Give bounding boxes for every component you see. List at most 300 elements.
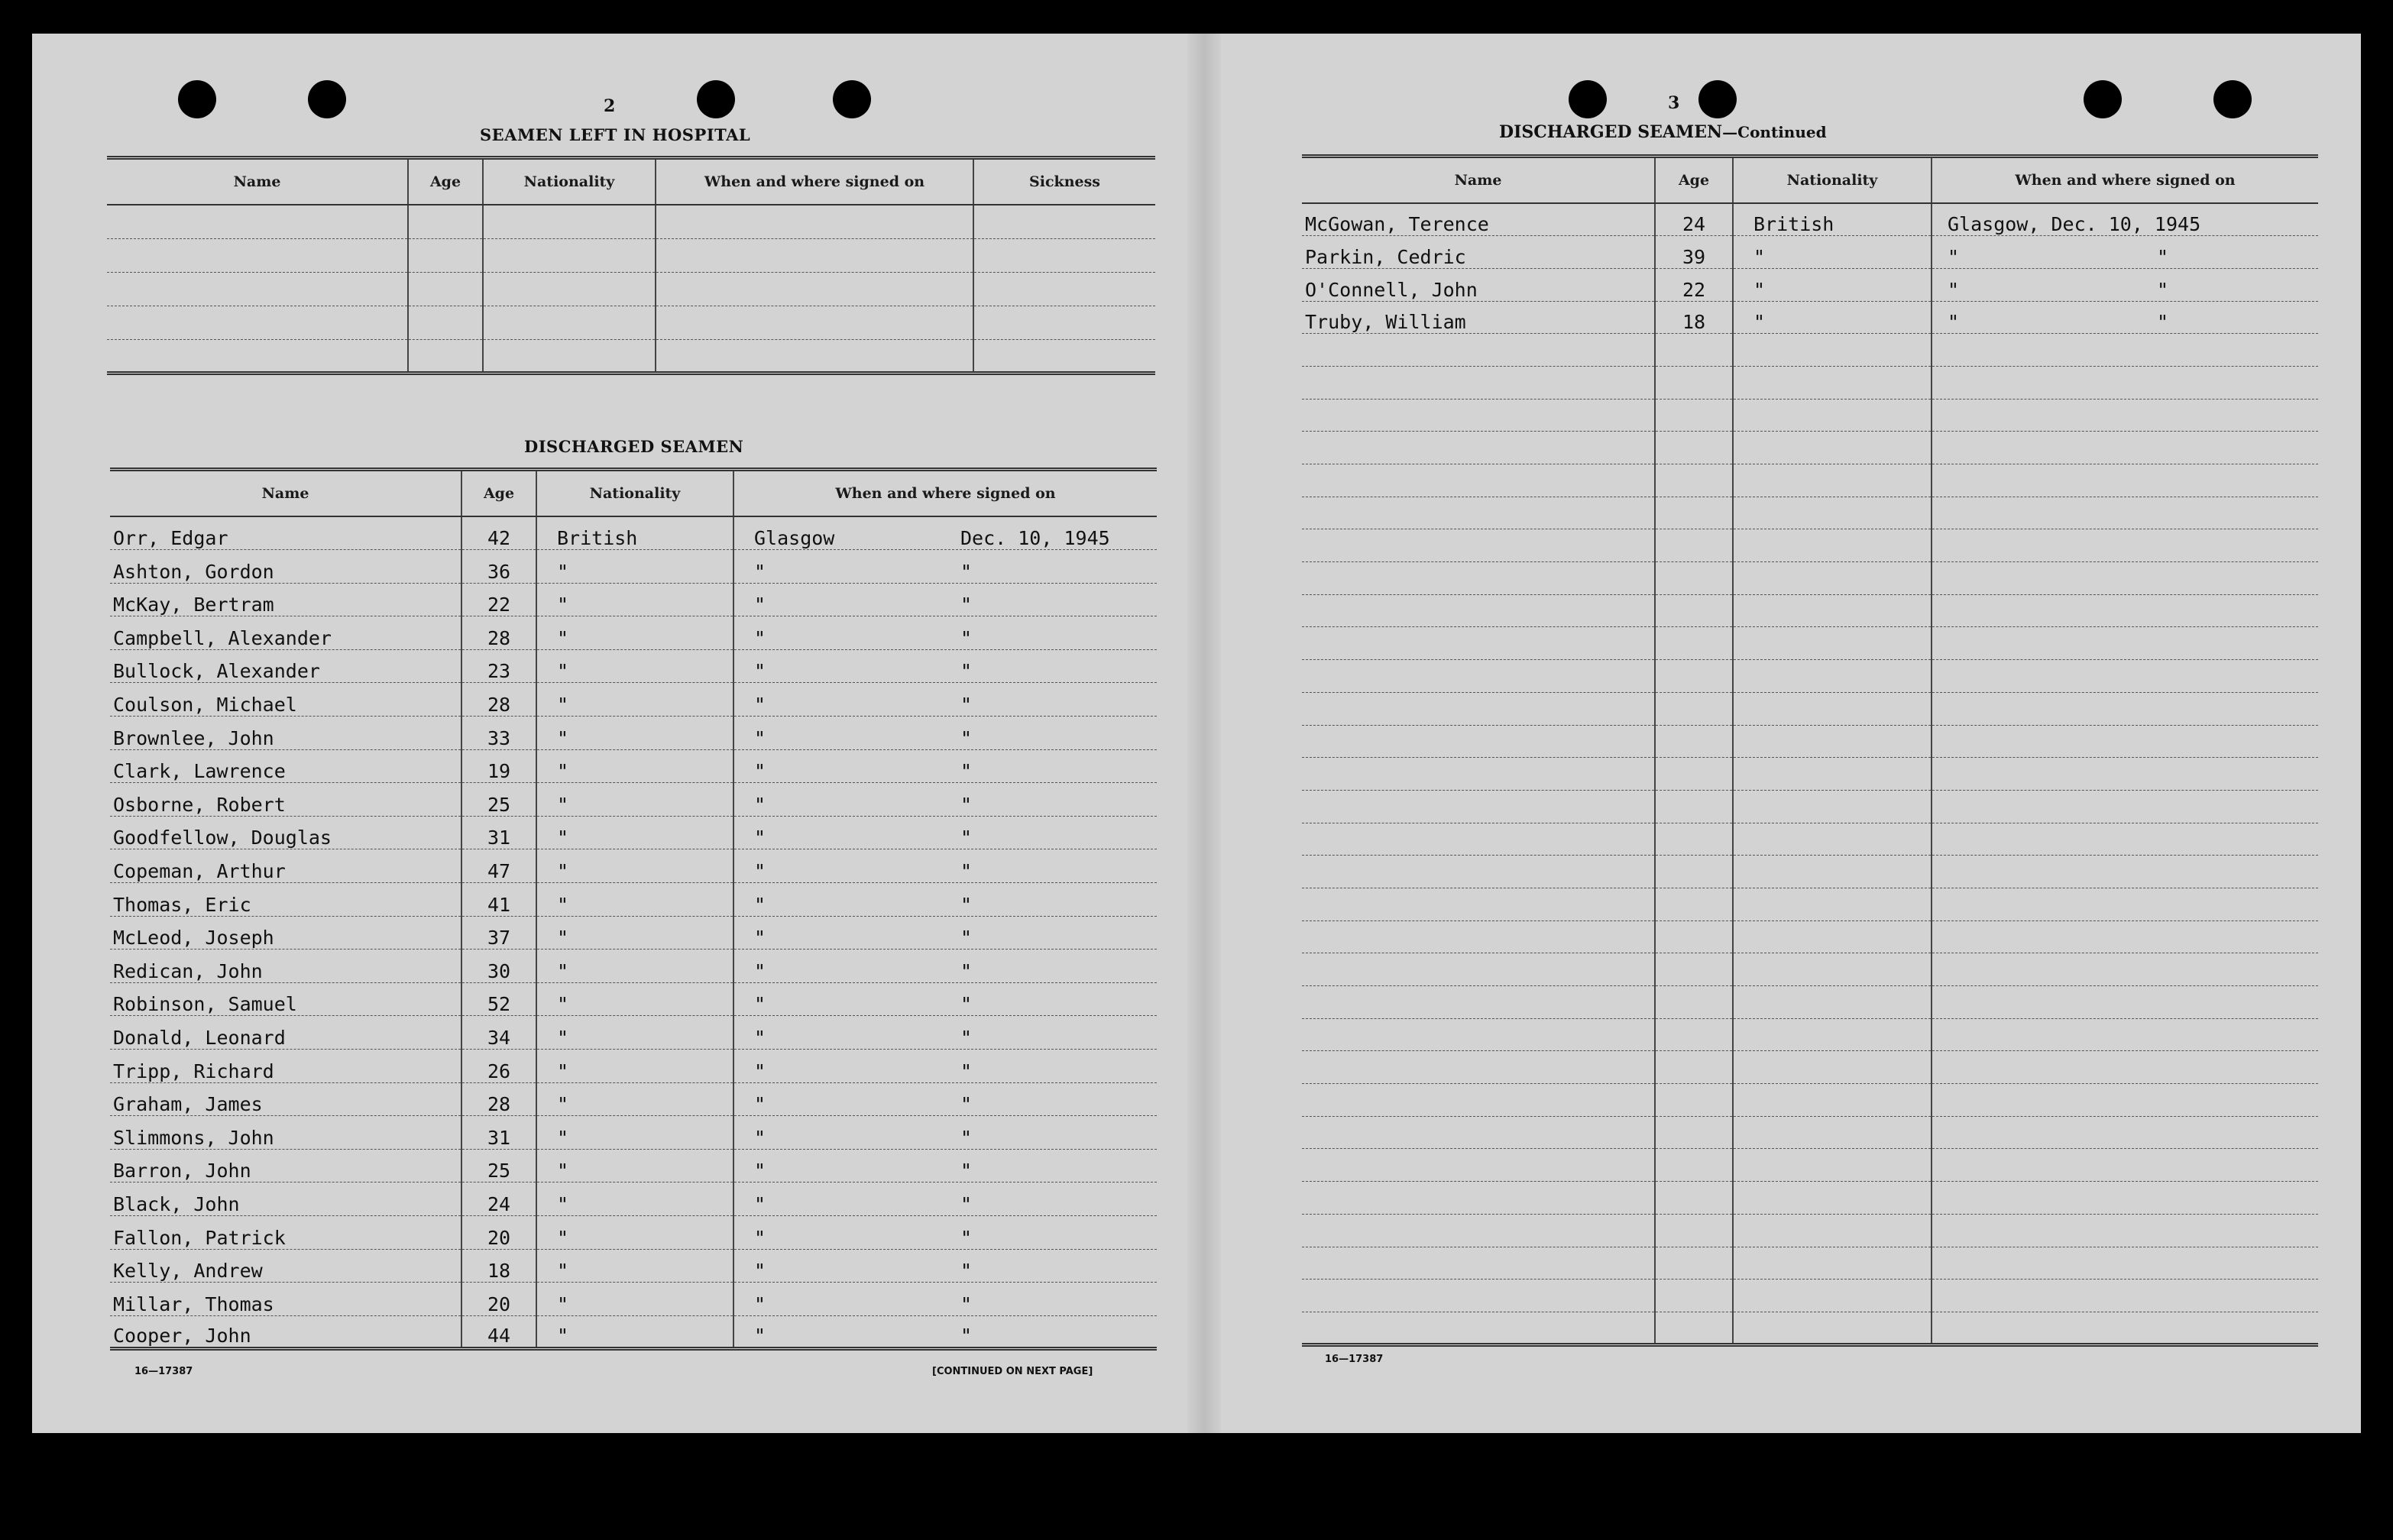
seaman-nationality: " xyxy=(536,1149,733,1182)
empty-cell xyxy=(1733,856,1932,888)
seaman-age: 41 xyxy=(461,883,536,917)
empty-cell xyxy=(1733,692,1932,725)
empty-cell xyxy=(1733,529,1932,562)
signed-on-date: " xyxy=(960,1260,973,1283)
empty-cell xyxy=(1733,1051,1932,1084)
empty-cell xyxy=(1302,1149,1655,1182)
signed-on-place: " xyxy=(754,694,766,717)
table-row xyxy=(1302,399,2318,432)
empty-cell xyxy=(1932,953,2318,986)
empty-cell xyxy=(1302,1247,1655,1280)
signed-on-cell xyxy=(733,649,1157,683)
seaman-age: 31 xyxy=(461,1116,536,1150)
table-row xyxy=(1302,725,2318,758)
empty-cell xyxy=(1733,1018,1932,1051)
empty-cell xyxy=(1302,1084,1655,1117)
empty-cell xyxy=(1932,1247,2318,1280)
seaman-nationality: " xyxy=(536,849,733,883)
seaman-name: Fallon, Patrick xyxy=(110,1215,461,1249)
empty-cell xyxy=(1302,399,1655,432)
signed-on-place: " xyxy=(754,993,766,1016)
empty-cell xyxy=(1733,1149,1932,1182)
seaman-age: 39 xyxy=(1655,236,1733,269)
empty-cell xyxy=(1655,660,1733,693)
seaman-age: 44 xyxy=(461,1315,536,1349)
seaman-age: 37 xyxy=(461,916,536,950)
signed-on-date: " xyxy=(960,893,973,916)
empty-cell xyxy=(1733,1280,1932,1312)
signed-on-cell xyxy=(733,916,1157,950)
seaman-age: 28 xyxy=(461,616,536,650)
seaman-nationality: " xyxy=(536,883,733,917)
seaman-nationality: " xyxy=(536,550,733,584)
signed-on-cell xyxy=(1932,301,2318,334)
hospital-table xyxy=(107,156,1155,375)
table-row xyxy=(107,339,1155,373)
signed-on-cell xyxy=(733,717,1157,750)
column-header-nationality: Nationality xyxy=(1733,157,1932,204)
table-row xyxy=(1302,203,2318,236)
empty-cell xyxy=(1932,594,2318,627)
empty-cell xyxy=(1655,986,1733,1019)
signed-on-cell xyxy=(733,1315,1157,1349)
signed-on-cell xyxy=(733,616,1157,650)
empty-cell xyxy=(1932,920,2318,953)
table-row xyxy=(110,1182,1157,1216)
seaman-nationality: " xyxy=(536,717,733,750)
signed-on-date: " xyxy=(960,1192,973,1215)
hospital-section-title: SEAMEN LEFT IN HOSPITAL xyxy=(480,125,751,144)
page-number: 2 xyxy=(604,96,616,116)
table-row xyxy=(110,749,1157,783)
signed-on-date: " xyxy=(960,1160,973,1182)
empty-cell xyxy=(1932,1312,2318,1344)
empty-cell xyxy=(1655,562,1733,595)
empty-cell xyxy=(1932,464,2318,497)
empty-cell xyxy=(1932,692,2318,725)
signed-on-place: " xyxy=(754,560,766,583)
table-row xyxy=(110,1215,1157,1249)
table-row xyxy=(1302,1247,2318,1280)
signed-on-date: " xyxy=(960,694,973,717)
page-number: 3 xyxy=(1668,93,1680,113)
seaman-nationality: " xyxy=(536,1182,733,1216)
empty-cell xyxy=(1655,1149,1733,1182)
table-row xyxy=(110,1249,1157,1283)
table-row xyxy=(110,1016,1157,1050)
signed-on-cell xyxy=(733,982,1157,1016)
empty-cell xyxy=(1655,888,1733,920)
table-row xyxy=(110,1050,1157,1083)
empty-cell xyxy=(1733,660,1932,693)
empty-cell xyxy=(1302,366,1655,399)
column-header-nationality: Nationality xyxy=(536,470,733,517)
empty-cell xyxy=(1932,986,2318,1019)
seaman-age: 19 xyxy=(461,749,536,783)
seaman-age: 47 xyxy=(461,849,536,883)
empty-cell xyxy=(1655,790,1733,823)
seaman-nationality: British xyxy=(1733,203,1932,236)
signed-on-place: " xyxy=(754,1160,766,1182)
seaman-age: 23 xyxy=(461,649,536,683)
seaman-age: 33 xyxy=(461,717,536,750)
empty-cell xyxy=(1655,1051,1733,1084)
empty-cell xyxy=(1733,627,1932,660)
seaman-age: 30 xyxy=(461,950,536,983)
empty-cell xyxy=(1733,497,1932,529)
empty-cell xyxy=(1302,562,1655,595)
seaman-name: Donald, Leonard xyxy=(110,1016,461,1050)
signed-on-place: " xyxy=(754,1226,766,1249)
seaman-name: O'Connell, John xyxy=(1302,268,1655,301)
signed-on-cell xyxy=(733,550,1157,584)
table-row xyxy=(1302,758,2318,791)
table-row xyxy=(110,717,1157,750)
empty-cell xyxy=(1733,758,1932,791)
empty-cell xyxy=(1733,464,1932,497)
signed-on-date: " xyxy=(960,594,973,616)
seaman-nationality: " xyxy=(536,583,733,616)
signed-on-cell xyxy=(733,783,1157,817)
empty-cell xyxy=(1302,334,1655,367)
signed-on-date: " xyxy=(960,959,973,982)
empty-cell xyxy=(1302,1182,1655,1215)
empty-cell xyxy=(1655,627,1733,660)
page-gutter xyxy=(1187,34,1221,1433)
signed-on-date: " xyxy=(960,827,973,849)
seaman-nationality: " xyxy=(536,1050,733,1083)
empty-cell xyxy=(1655,823,1733,856)
seaman-nationality: " xyxy=(536,1082,733,1116)
seaman-name: Redican, John xyxy=(110,950,461,983)
signed-on-date: " xyxy=(960,1093,973,1116)
table-row xyxy=(1302,1214,2318,1247)
discharged-table xyxy=(110,467,1157,1351)
table-row xyxy=(110,1315,1157,1349)
section-title: DISCHARGED SEAMEN xyxy=(1499,122,1723,142)
table-row xyxy=(110,1149,1157,1182)
column-header-signed-on: When and where signed on xyxy=(656,158,973,205)
table-row xyxy=(1302,1018,2318,1051)
seaman-name: Bullock, Alexander xyxy=(110,649,461,683)
table-row xyxy=(1302,497,2318,529)
empty-cell xyxy=(1733,334,1932,367)
seaman-age: 36 xyxy=(461,550,536,584)
empty-cell xyxy=(1932,888,2318,920)
signed-on-cell xyxy=(733,1149,1157,1182)
signed-on-place: " xyxy=(754,726,766,749)
seaman-name: Osborne, Robert xyxy=(110,783,461,817)
empty-cell xyxy=(1655,366,1733,399)
signed-on-cell xyxy=(733,1249,1157,1283)
empty-cell xyxy=(1302,1312,1655,1344)
table-row xyxy=(110,1283,1157,1316)
empty-cell xyxy=(1302,1214,1655,1247)
signed-on-cell xyxy=(733,583,1157,616)
empty-cell xyxy=(1932,660,2318,693)
seaman-nationality: " xyxy=(536,1215,733,1249)
seaman-name: Robinson, Samuel xyxy=(110,982,461,1016)
seaman-name: Goodfellow, Douglas xyxy=(110,816,461,849)
seaman-nationality: " xyxy=(1733,268,1932,301)
signed-on-place: " xyxy=(754,1126,766,1149)
table-row xyxy=(110,816,1157,849)
seaman-nationality: " xyxy=(536,783,733,817)
seaman-age: 18 xyxy=(1655,301,1733,334)
table-row xyxy=(1302,627,2318,660)
table-row xyxy=(110,1082,1157,1116)
seaman-age: 31 xyxy=(461,816,536,849)
table-row xyxy=(110,982,1157,1016)
signed-on-place: " xyxy=(754,927,766,950)
seaman-nationality: " xyxy=(1733,301,1932,334)
empty-cell xyxy=(1302,432,1655,464)
empty-cell xyxy=(1733,920,1932,953)
empty-cell xyxy=(1302,1116,1655,1149)
seaman-name: Black, John xyxy=(110,1182,461,1216)
empty-cell xyxy=(1932,1182,2318,1215)
table-row xyxy=(1302,888,2318,920)
empty-cell xyxy=(1655,1280,1733,1312)
empty-cell xyxy=(1932,1084,2318,1117)
column-header-age: Age xyxy=(461,470,536,517)
empty-cell xyxy=(1302,497,1655,529)
table-row xyxy=(110,950,1157,983)
empty-cell xyxy=(1302,986,1655,1019)
seaman-age: 25 xyxy=(461,1149,536,1182)
seaman-age: 18 xyxy=(461,1249,536,1283)
empty-cell xyxy=(1932,399,2318,432)
empty-cell xyxy=(1302,1018,1655,1051)
empty-cell xyxy=(1733,1214,1932,1247)
column-header-name: Name xyxy=(1302,157,1655,204)
empty-cell xyxy=(1733,1312,1932,1344)
signed-on-place: " xyxy=(754,760,766,783)
form-number: 16—17387 xyxy=(1325,1354,1384,1365)
signed-on-cell xyxy=(733,1016,1157,1050)
signed-on-date: " xyxy=(960,1060,973,1082)
table-row xyxy=(1302,1084,2318,1117)
table-row xyxy=(1302,236,2318,269)
seaman-age: 28 xyxy=(461,1082,536,1116)
table-row xyxy=(1302,432,2318,464)
empty-cell xyxy=(1932,823,2318,856)
signed-on-date: " xyxy=(960,793,973,816)
seaman-nationality: " xyxy=(536,916,733,950)
table-row xyxy=(1302,529,2318,562)
signed-on-date: " xyxy=(2157,278,2169,301)
signed-on-date: " xyxy=(960,760,973,783)
signed-on-place: " xyxy=(754,959,766,982)
empty-cell xyxy=(1655,856,1733,888)
signed-on-place: " xyxy=(754,1060,766,1082)
table-row xyxy=(1302,790,2318,823)
seaman-name: Truby, William xyxy=(1302,301,1655,334)
seaman-name: Copeman, Arthur xyxy=(110,849,461,883)
empty-cell xyxy=(1655,432,1733,464)
empty-cell xyxy=(1655,334,1733,367)
table-row xyxy=(1302,692,2318,725)
empty-cell xyxy=(1655,920,1733,953)
seaman-nationality: " xyxy=(536,749,733,783)
seaman-age: 28 xyxy=(461,683,536,717)
seaman-nationality: " xyxy=(536,616,733,650)
empty-cell xyxy=(1932,856,2318,888)
empty-cell xyxy=(1302,888,1655,920)
continued-section-title xyxy=(1499,122,1827,142)
empty-cell xyxy=(1932,1149,2318,1182)
seaman-nationality: " xyxy=(536,982,733,1016)
table-row xyxy=(107,272,1155,306)
seaman-age: 42 xyxy=(461,516,536,550)
empty-cell xyxy=(1733,1247,1932,1280)
empty-cell xyxy=(1733,1116,1932,1149)
column-header-name: Name xyxy=(110,470,461,517)
signed-on-cell xyxy=(733,849,1157,883)
signed-on-place: " xyxy=(754,1093,766,1116)
empty-cell xyxy=(1302,953,1655,986)
signed-on-cell xyxy=(1932,203,2318,236)
empty-cell xyxy=(1733,823,1932,856)
seaman-name: Kelly, Andrew xyxy=(110,1249,461,1283)
signed-on-date: " xyxy=(960,626,973,649)
seaman-name: Brownlee, John xyxy=(110,717,461,750)
signed-on-cell xyxy=(733,1182,1157,1216)
seaman-name: Parkin, Cedric xyxy=(1302,236,1655,269)
table-row xyxy=(110,783,1157,817)
empty-cell xyxy=(1655,464,1733,497)
empty-cell xyxy=(1655,1247,1733,1280)
left-page xyxy=(32,34,1187,1433)
empty-cell xyxy=(1655,529,1733,562)
seaman-nationality: " xyxy=(536,950,733,983)
column-header-sickness: Sickness xyxy=(973,158,1155,205)
signed-on-date: " xyxy=(960,1325,973,1348)
table-row xyxy=(1302,268,2318,301)
seaman-age: 22 xyxy=(461,583,536,616)
seaman-name: Orr, Edgar xyxy=(110,516,461,550)
empty-cell xyxy=(1302,692,1655,725)
empty-cell xyxy=(1733,594,1932,627)
empty-cell xyxy=(1655,692,1733,725)
empty-cell xyxy=(1932,562,2318,595)
signed-on-cell xyxy=(733,816,1157,849)
signed-on-place: " xyxy=(754,827,766,849)
signed-on-date: " xyxy=(960,1027,973,1049)
seaman-age: 25 xyxy=(461,783,536,817)
empty-cell xyxy=(1302,627,1655,660)
empty-cell xyxy=(1932,366,2318,399)
seaman-name: Tripp, Richard xyxy=(110,1050,461,1083)
table-row xyxy=(1302,334,2318,367)
empty-cell xyxy=(1655,1084,1733,1117)
empty-cell xyxy=(1302,725,1655,758)
signed-on-cell xyxy=(733,1082,1157,1116)
table-row xyxy=(1302,1312,2318,1344)
section-title-suffix: —Continued xyxy=(1722,123,1827,141)
signed-on-date: Dec. 10, 1945 xyxy=(960,527,1110,550)
table-row xyxy=(1302,464,2318,497)
empty-cell xyxy=(1302,856,1655,888)
column-header-signed-on: When and where signed on xyxy=(733,470,1157,517)
empty-cell xyxy=(1932,432,2318,464)
continued-discharged-table xyxy=(1302,154,2318,1347)
seaman-age: 22 xyxy=(1655,268,1733,301)
seaman-name: Ashton, Gordon xyxy=(110,550,461,584)
table-row xyxy=(110,616,1157,650)
signed-on-date: " xyxy=(960,660,973,683)
empty-cell xyxy=(1733,1084,1932,1117)
seaman-age: 24 xyxy=(461,1182,536,1216)
empty-cell xyxy=(1302,790,1655,823)
empty-cell xyxy=(1932,790,2318,823)
signed-on-place: " xyxy=(1948,311,1960,334)
table-row xyxy=(107,238,1155,272)
right-page xyxy=(1221,34,2361,1433)
seaman-nationality: " xyxy=(536,1116,733,1150)
empty-cell xyxy=(1932,725,2318,758)
empty-cell xyxy=(1655,953,1733,986)
empty-cell xyxy=(1932,1280,2318,1312)
empty-cell xyxy=(1733,1182,1932,1215)
seaman-nationality: " xyxy=(536,1249,733,1283)
seaman-name: Millar, Thomas xyxy=(110,1283,461,1316)
signed-on-date: " xyxy=(2157,311,2169,334)
seaman-nationality: " xyxy=(536,816,733,849)
table-row xyxy=(1302,594,2318,627)
signed-on-date: " xyxy=(2157,245,2169,268)
signed-on-cell xyxy=(733,950,1157,983)
column-header-signed-on: When and where signed on xyxy=(1932,157,2318,204)
seaman-age: 20 xyxy=(461,1215,536,1249)
empty-cell xyxy=(1932,334,2318,367)
seaman-nationality: " xyxy=(536,1283,733,1316)
seaman-name: Barron, John xyxy=(110,1149,461,1182)
empty-cell xyxy=(1932,1116,2318,1149)
signed-on-place: " xyxy=(1948,278,1960,301)
signed-on-place: " xyxy=(754,1027,766,1049)
empty-cell xyxy=(1302,660,1655,693)
empty-cell xyxy=(1733,399,1932,432)
empty-cell xyxy=(1932,497,2318,529)
seaman-name: Campbell, Alexander xyxy=(110,616,461,650)
table-row xyxy=(1302,1116,2318,1149)
signed-on-cell xyxy=(733,749,1157,783)
signed-on-cell xyxy=(733,1116,1157,1150)
discharged-section-title: DISCHARGED SEAMEN xyxy=(524,437,744,456)
empty-cell xyxy=(1302,920,1655,953)
empty-cell xyxy=(1932,1214,2318,1247)
empty-cell xyxy=(1733,562,1932,595)
signed-on-date: " xyxy=(960,993,973,1016)
seaman-nationality: " xyxy=(536,1016,733,1050)
table-row xyxy=(1302,562,2318,595)
signed-on-place: " xyxy=(1948,245,1960,268)
table-row xyxy=(1302,301,2318,334)
signed-on-place: Glasgow, Dec. 10, 1945 xyxy=(1948,213,2201,236)
empty-cell xyxy=(1655,399,1733,432)
column-header-nationality: Nationality xyxy=(483,158,656,205)
empty-cell xyxy=(1932,1051,2318,1084)
table-row xyxy=(1302,660,2318,693)
seaman-age: 34 xyxy=(461,1016,536,1050)
signed-on-place: " xyxy=(754,1260,766,1283)
seaman-name: Graham, James xyxy=(110,1082,461,1116)
table-row xyxy=(110,683,1157,717)
signed-on-cell xyxy=(733,683,1157,717)
signed-on-date: " xyxy=(960,560,973,583)
empty-cell xyxy=(1302,594,1655,627)
